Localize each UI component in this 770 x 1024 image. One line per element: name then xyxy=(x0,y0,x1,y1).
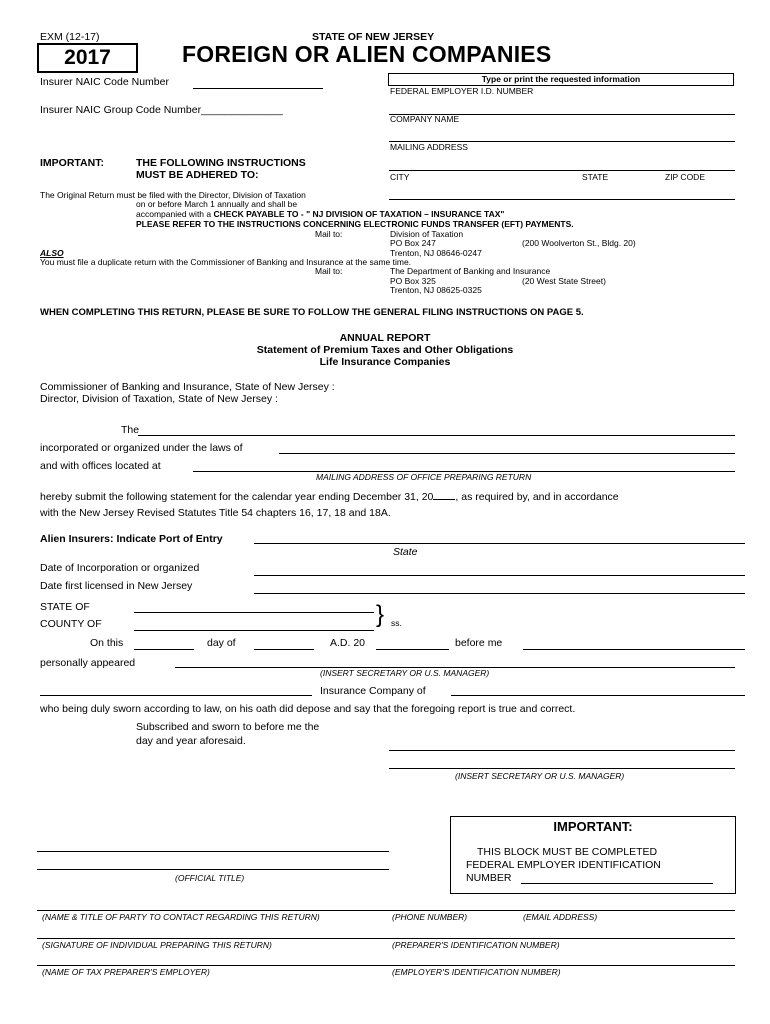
date-incorporation-field[interactable] xyxy=(254,575,745,576)
employer-line[interactable] xyxy=(37,965,735,966)
company-name-label: COMPANY NAME xyxy=(390,114,460,124)
subscribed-line2: day and year aforesaid. xyxy=(136,735,246,747)
naic-code-label: Insurer NAIC Code Number xyxy=(40,76,169,88)
fein-field[interactable] xyxy=(521,883,713,884)
incorporated-label: incorporated or organized under the laws of xyxy=(40,442,243,454)
type-or-print-box: Type or print the requested information xyxy=(388,73,734,86)
official-title-caption: (OFFICIAL TITLE) xyxy=(175,873,245,883)
form-code: EXM (12-17) xyxy=(40,31,100,43)
the-label: The xyxy=(121,424,140,436)
city-label: CITY xyxy=(390,172,410,182)
addr2-street: (20 West State Street) xyxy=(522,276,606,286)
instr-line1: The Original Return must be filed with the Director, Division of Taxation xyxy=(40,190,306,200)
day-field[interactable] xyxy=(134,649,194,650)
phone-caption: (PHONE NUMBER) xyxy=(392,912,468,922)
addr1-street: (200 Woolverton St., Bldg. 20) xyxy=(522,238,636,248)
naic-code-field[interactable] xyxy=(193,88,323,89)
preparer-id-caption: (PREPARER'S IDENTIFICATION NUMBER) xyxy=(392,940,560,950)
mailing-address-caption: MAILING ADDRESS OF OFFICE PREPARING RETURN xyxy=(316,472,532,482)
instr-line2: on or before March 1 annually and shall be xyxy=(136,199,298,209)
official-title-line-2[interactable] xyxy=(37,869,389,870)
insert-secretary-caption-2: (INSERT SECRETARY OR U.S. MANAGER) xyxy=(455,771,625,781)
instr-eft: PLEASE REFER TO THE INSTRUCTIONS CONCERNING ELECTRONIC FUNDS TRANSFER (EFT) PAYMENTS. xyxy=(136,219,574,229)
company-name-line[interactable] xyxy=(138,435,735,436)
state-caption: State xyxy=(393,546,418,558)
county-of-field[interactable] xyxy=(134,630,374,631)
report-subtitle: Statement of Premium Taxes and Other Obligations xyxy=(256,344,514,356)
ss-label: ss. xyxy=(391,618,402,628)
on-this-label: On this xyxy=(90,637,124,649)
insurance-company-label: Insurance Company of xyxy=(320,685,426,697)
state-label: STATE xyxy=(582,172,609,182)
fein-label: FEDERAL EMPLOYER I.D. NUMBER xyxy=(390,86,534,96)
date-licensed-field[interactable] xyxy=(254,593,745,594)
ad-year-field[interactable] xyxy=(376,649,449,650)
city-state-zip-field[interactable] xyxy=(389,199,735,200)
important-label: IMPORTANT: xyxy=(40,157,104,169)
addr1-line3: Trenton, NJ 08646-0247 xyxy=(390,248,482,258)
official-title-line-1[interactable] xyxy=(37,851,389,852)
state-heading: STATE OF NEW JERSEY xyxy=(312,31,435,43)
filing-warning: WHEN COMPLETING THIS RETURN, PLEASE BE SURE TO FOLLOW THE GENERAL FILING INSTRUCTIONS ON PAGE 5. xyxy=(40,307,584,318)
contact-line[interactable] xyxy=(37,910,735,911)
page-title: FOREIGN OR ALIEN COMPANIES xyxy=(182,41,552,67)
offices-label: and with offices located at xyxy=(40,460,161,472)
employer-name-caption: (NAME OF TAX PREPARER'S EMPLOYER) xyxy=(42,967,210,977)
zip-label: ZIP CODE xyxy=(665,172,705,182)
addr2-line3: Trenton, NJ 08625-0325 xyxy=(390,285,482,295)
ad-label: A.D. 20 xyxy=(330,637,366,649)
state-of-label: STATE OF xyxy=(40,601,90,613)
statutes-text: with the New Jersey Revised Statutes Title 54 chapters 16, 17, 18 and 18A. xyxy=(40,507,391,519)
important-box-line1: THIS BLOCK MUST BE COMPLETED xyxy=(477,846,658,858)
addr2-line1: The Department of Banking and Insurance xyxy=(390,266,551,276)
insurance-company-field[interactable] xyxy=(451,695,745,696)
important-line1: THE FOLLOWING INSTRUCTIONS xyxy=(136,157,306,169)
addr2-line2: PO Box 325 xyxy=(390,276,436,286)
month-field[interactable] xyxy=(254,649,314,650)
submit-statement: hereby submit the following statement for the calendar year ending December 31, 20 , as required by, and in accordance xyxy=(40,491,619,503)
mail-to-2: Mail to: xyxy=(315,266,343,276)
employer-id-caption: (EMPLOYER'S IDENTIFICATION NUMBER) xyxy=(392,967,561,977)
personally-appeared-label: personally appeared xyxy=(40,657,136,669)
alien-label: Alien Insurers: Indicate Port of Entry xyxy=(40,533,223,545)
addressee-1: Commissioner of Banking and Insurance, State of New Jersey : xyxy=(40,381,335,393)
important-box-line3: NUMBER xyxy=(466,872,512,884)
insurance-name-field[interactable] xyxy=(40,695,312,696)
important-line2: MUST BE ADHERED TO: xyxy=(136,169,259,181)
before-me-label: before me xyxy=(455,637,503,649)
email-caption: (EMAIL ADDRESS) xyxy=(523,912,598,922)
instr-line3: accompanied with a CHECK PAYABLE TO - " NJ DIVISION OF TAXATION – INSURANCE TAX" xyxy=(136,209,505,219)
report-type: Life Insurance Companies xyxy=(319,356,451,368)
brace-icon: } xyxy=(376,601,385,628)
report-title: ANNUAL REPORT xyxy=(339,332,431,344)
subscribed-line1: Subscribed and sworn to before me the xyxy=(136,721,320,733)
important-box-line2: FEDERAL EMPLOYER IDENTIFICATION xyxy=(466,859,661,871)
year-box: 2017 xyxy=(37,43,138,73)
addr1-line2: PO Box 247 xyxy=(390,238,436,248)
year-suffix-field[interactable] xyxy=(433,489,455,500)
signature-line-2[interactable] xyxy=(389,768,735,769)
addr1-line1: Division of Taxation xyxy=(390,229,464,239)
addressee-2: Director, Division of Taxation, State of New Jersey : xyxy=(40,393,278,405)
mail-to-1: Mail to: xyxy=(315,229,343,239)
date-licensed-label: Date first licensed in New Jersey xyxy=(40,580,193,592)
signature-preparer-line[interactable] xyxy=(37,938,735,939)
state-of-field[interactable] xyxy=(134,612,374,613)
also-label: ALSO xyxy=(40,248,64,258)
mailing-address-label: MAILING ADDRESS xyxy=(390,142,468,152)
laws-of-field[interactable] xyxy=(279,453,735,454)
contact-caption: (NAME & TITLE OF PARTY TO CONTACT REGARDING THIS RETURN) xyxy=(42,912,320,922)
naic-group-label: Insurer NAIC Group Code Number______________ xyxy=(40,104,283,116)
important-box-title: IMPORTANT: xyxy=(553,819,633,834)
county-of-label: COUNTY OF xyxy=(40,618,102,630)
important-box xyxy=(450,816,736,894)
sworn-statement: who being duly sworn according to law, on his oath did depose and say that the foregoing report is true and correct. xyxy=(40,703,576,715)
duplicate-instruction: You must file a duplicate return with the Commissioner of Banking and Insurance at the same time. xyxy=(40,257,412,267)
insert-secretary-caption: (INSERT SECRETARY OR U.S. MANAGER) xyxy=(320,668,490,678)
port-of-entry-field[interactable] xyxy=(254,543,745,544)
date-incorporation-label: Date of Incorporation or organized xyxy=(40,562,200,574)
city-field[interactable] xyxy=(389,170,735,171)
signature-line-1[interactable] xyxy=(389,750,735,751)
signature-caption: (SIGNATURE OF INDIVIDUAL PREPARING THIS RETURN) xyxy=(42,940,272,950)
day-of-label: day of xyxy=(207,637,236,649)
before-me-field[interactable] xyxy=(523,649,745,650)
